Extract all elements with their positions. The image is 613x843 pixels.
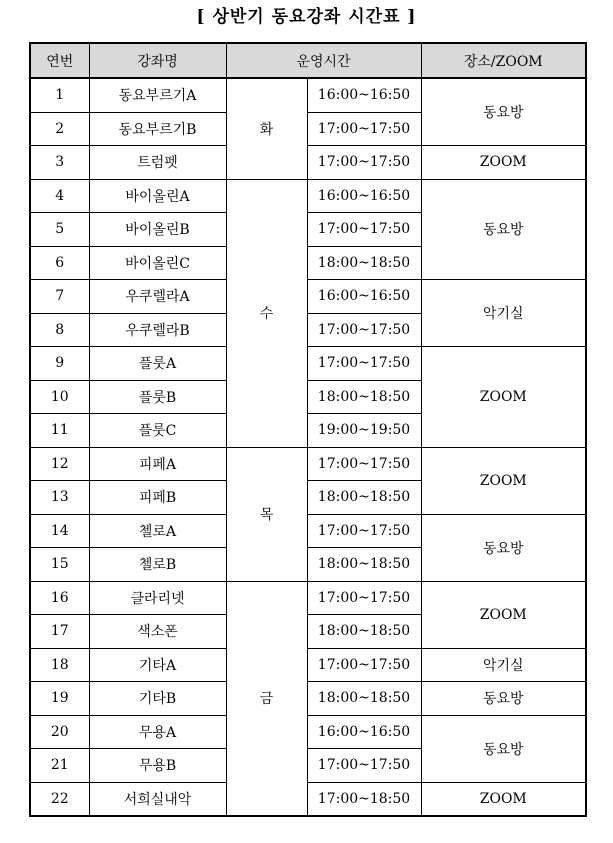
- course-name: 플룻A: [89, 347, 226, 381]
- row-no: 12: [30, 447, 89, 481]
- run-time: 17:00~18:50: [307, 782, 421, 816]
- course-name: 무용A: [89, 715, 226, 749]
- place-cell: ZOOM: [421, 782, 586, 816]
- header-time: 운영시간: [226, 43, 421, 78]
- row-no: 2: [30, 112, 89, 146]
- place-cell: 동요방: [421, 78, 586, 146]
- course-name: 클라리넷: [89, 581, 226, 615]
- run-time: 18:00~18:50: [307, 246, 421, 280]
- row-no: 8: [30, 313, 89, 347]
- row-no: 4: [30, 179, 89, 213]
- course-name: 기타B: [89, 682, 226, 716]
- run-time: 18:00~18:50: [307, 615, 421, 649]
- place-cell: ZOOM: [421, 581, 586, 648]
- course-name: 플룻C: [89, 414, 226, 448]
- place-cell: ZOOM: [421, 347, 586, 448]
- page-title: [ 상반기 동요강좌 시간표 ]: [196, 7, 417, 27]
- course-name: 우쿠렐라B: [89, 313, 226, 347]
- row-no: 7: [30, 280, 89, 314]
- table-row: [30, 682, 586, 716]
- place-cell: 악기실: [421, 280, 586, 347]
- row-no: 13: [30, 481, 89, 515]
- run-time: 17:00~17:50: [307, 749, 421, 783]
- row-no: 10: [30, 380, 89, 414]
- run-time: 18:00~18:50: [307, 682, 421, 716]
- run-time: 17:00~17:50: [307, 514, 421, 548]
- row-no: 9: [30, 347, 89, 381]
- row-no: 6: [30, 246, 89, 280]
- header-no: 연번: [30, 43, 89, 78]
- run-time: 17:00~17:50: [307, 648, 421, 682]
- table-row: [30, 146, 586, 180]
- table-row: [30, 280, 586, 314]
- row-no: 19: [30, 682, 89, 716]
- run-time: 18:00~18:50: [307, 481, 421, 515]
- row-no: 16: [30, 581, 89, 615]
- row-no: 5: [30, 213, 89, 247]
- place-cell: 악기실: [421, 648, 586, 682]
- course-name: 첼로B: [89, 548, 226, 582]
- row-no: 15: [30, 548, 89, 582]
- run-time: 17:00~17:50: [307, 447, 421, 481]
- run-time: 16:00~16:50: [307, 715, 421, 749]
- run-time: 17:00~17:50: [307, 581, 421, 615]
- course-name: 기타A: [89, 648, 226, 682]
- course-name: 색소폰: [89, 615, 226, 649]
- place-cell: 동요방: [421, 682, 586, 716]
- course-name: 우쿠렐라A: [89, 280, 226, 314]
- run-time: 17:00~17:50: [307, 213, 421, 247]
- header-place: 장소/ZOOM: [421, 43, 586, 78]
- place-cell: 동요방: [421, 514, 586, 581]
- course-name: 플룻B: [89, 380, 226, 414]
- table-row: [30, 179, 586, 213]
- run-time: 17:00~17:50: [307, 313, 421, 347]
- table-row: [30, 78, 586, 112]
- table-row: [30, 648, 586, 682]
- course-name: 동요부르기A: [89, 78, 226, 112]
- run-time: 19:00~19:50: [307, 414, 421, 448]
- day-cell-wed: 수: [226, 179, 307, 447]
- row-no: 18: [30, 648, 89, 682]
- day-cell-fri: 금: [226, 581, 307, 816]
- course-name: 무용B: [89, 749, 226, 783]
- course-name: 서희실내악: [89, 782, 226, 816]
- schedule-table: [29, 42, 587, 817]
- place-cell: ZOOM: [421, 447, 586, 514]
- run-time: 16:00~16:50: [307, 179, 421, 213]
- course-name: 동요부르기B: [89, 112, 226, 146]
- row-no: 11: [30, 414, 89, 448]
- day-cell-tue: 화: [226, 78, 307, 179]
- row-no: 20: [30, 715, 89, 749]
- course-name: 트럼펫: [89, 146, 226, 180]
- course-name: 바이올린A: [89, 179, 226, 213]
- run-time: 17:00~17:50: [307, 146, 421, 180]
- table-row: [30, 347, 586, 381]
- course-name: 피페A: [89, 447, 226, 481]
- course-name: 피페B: [89, 481, 226, 515]
- row-no: 22: [30, 782, 89, 816]
- run-time: 18:00~18:50: [307, 380, 421, 414]
- table-row: [30, 447, 586, 481]
- day-cell-thu: 목: [226, 447, 307, 581]
- row-no: 17: [30, 615, 89, 649]
- header-course: 강좌명: [89, 43, 226, 78]
- place-cell: ZOOM: [421, 146, 586, 180]
- run-time: 17:00~17:50: [307, 112, 421, 146]
- course-name: 바이올린B: [89, 213, 226, 247]
- place-cell: 동요방: [421, 179, 586, 280]
- table-row: [30, 715, 586, 749]
- run-time: 17:00~17:50: [307, 347, 421, 381]
- table-row: [30, 782, 586, 816]
- row-no: 21: [30, 749, 89, 783]
- place-cell: 동요방: [421, 715, 586, 782]
- header-row: [30, 43, 586, 78]
- row-no: 3: [30, 146, 89, 180]
- table-row: [30, 514, 586, 548]
- course-name: 첼로A: [89, 514, 226, 548]
- run-time: 16:00~16:50: [307, 78, 421, 112]
- row-no: 14: [30, 514, 89, 548]
- table-row: [30, 581, 586, 615]
- row-no: 1: [30, 78, 89, 112]
- run-time: 16:00~16:50: [307, 280, 421, 314]
- course-name: 바이올린C: [89, 246, 226, 280]
- run-time: 18:00~18:50: [307, 548, 421, 582]
